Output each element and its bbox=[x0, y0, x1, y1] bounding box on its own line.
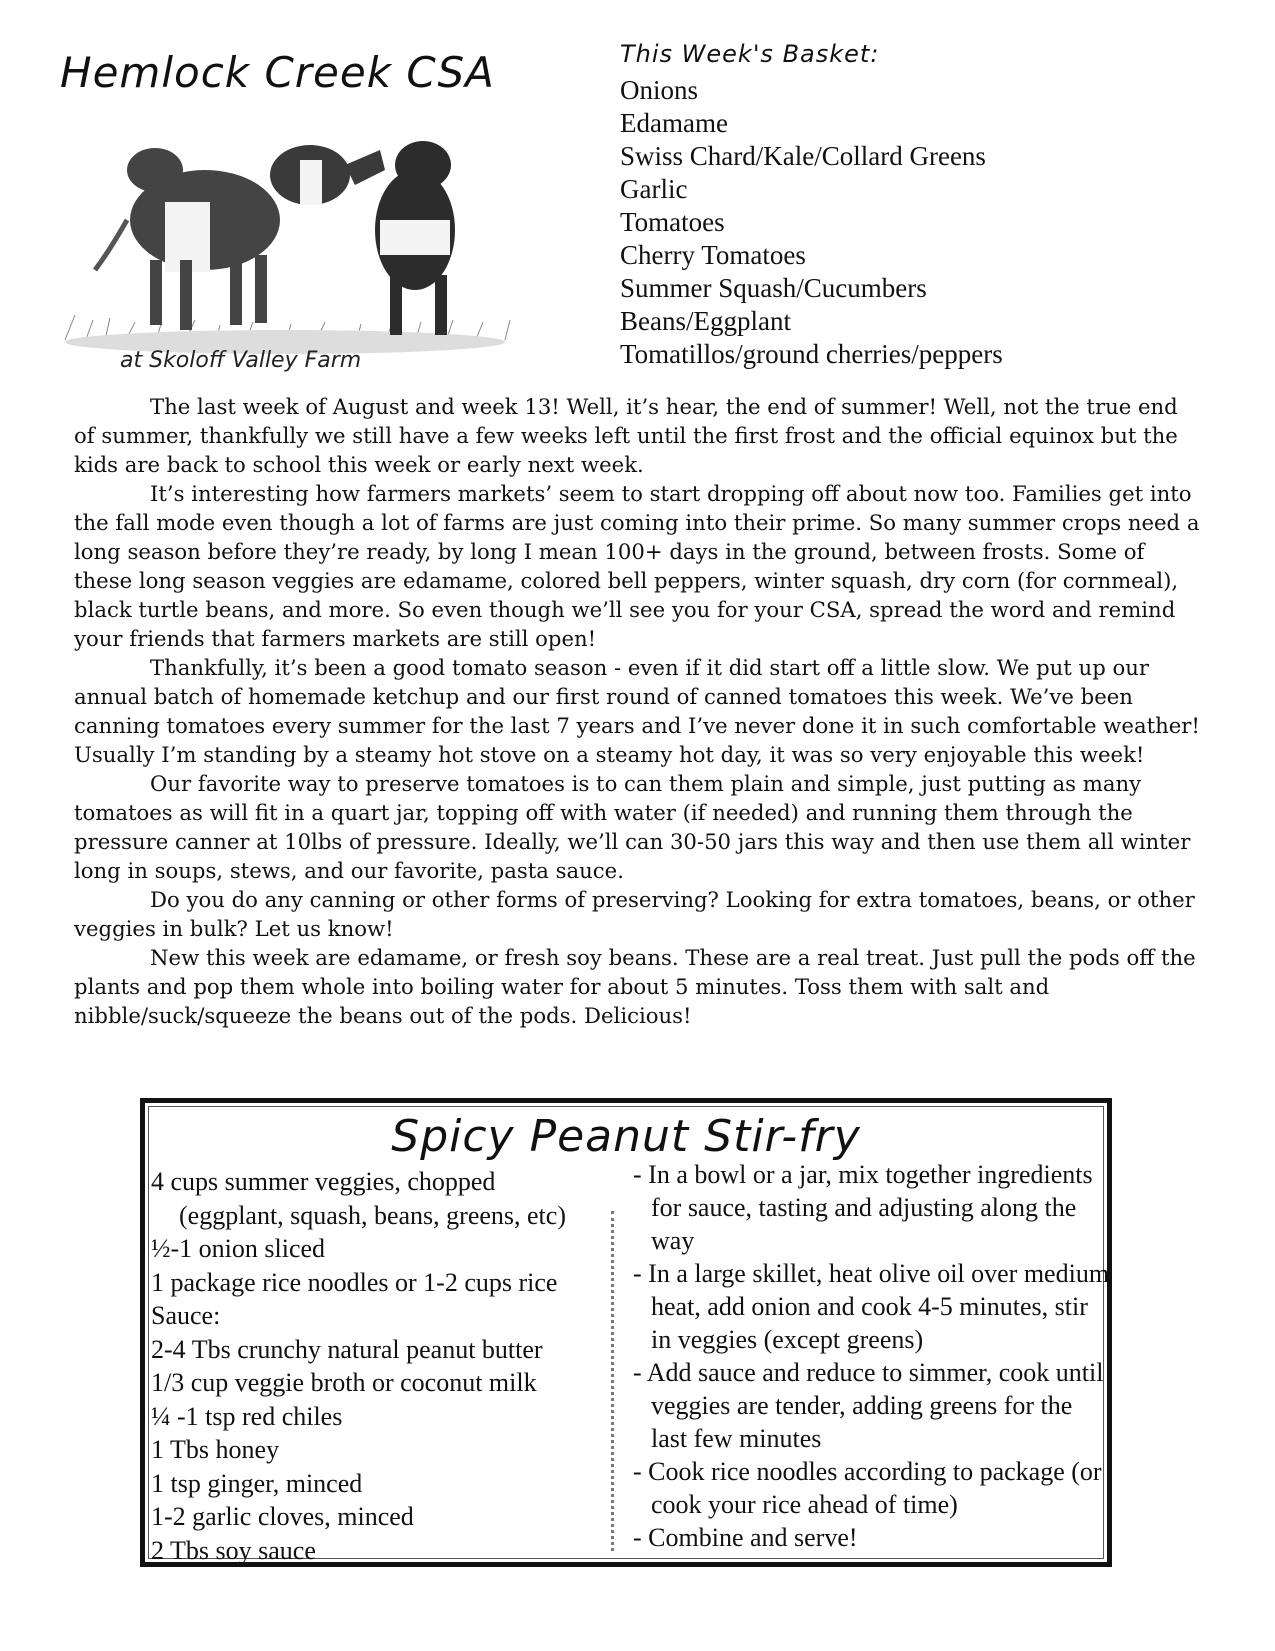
newsletter-body bbox=[74, 392, 1204, 1030]
instruction-step: - In a bowl or a jar, mix together ingredients for sauce, tasting and adjusting along the way bbox=[633, 1160, 1093, 1255]
recipe-title: Spicy Peanut Stir-fry bbox=[391, 1111, 861, 1162]
ingredient-item: Sauce: bbox=[151, 1301, 221, 1330]
ingredient-item: 4 cups summer veggies, chopped bbox=[151, 1167, 496, 1196]
body-paragraph: The last week of August and week 13! Well, it’s hear, the end of summer! Well, not the true end of summer, thankfully we still have a few weeks left until the first frost and the official equinox but the kids are back to school this week or early next week. bbox=[74, 394, 1178, 477]
basket-item: Swiss Chard/Kale/Collard Greens bbox=[620, 141, 986, 171]
body-paragraph: New this week are edamame, or fresh soy beans. These are a real treat. Just pull the pods off the plants and pop them whole into boiling water for about 5 minutes. Toss them with salt and nibble/suck/squeeze the beans out of the pods. Delicious! bbox=[74, 945, 1196, 1028]
body-paragraph: Thankfully, it’s been a good tomato season - even if it did start off a little slow. We put up our annual batch of homemade ketchup and our first round of canned tomatoes this week. We’ve been canning tomatoes every summer for the last 7 years and I’ve never done it in such comfortable weather! Usually I’m standing by a steamy hot stove on a steamy hot day, it was so very enjoyable this week! bbox=[74, 655, 1200, 767]
newsletter-title: Hemlock Creek CSA bbox=[60, 48, 495, 97]
body-paragraph: Our favorite way to preserve tomatoes is to can them plain and simple, just putting as many tomatoes as will fit in a quart jar, topping off with water (if needed) and running them through the pressure canner at 10lbs of pressure. Ideally, we’ll can 30-50 jars this way and then use them all winter long in soups, stews, and our favorite, pasta sauce. bbox=[74, 771, 1191, 883]
ingredient-item: 1 Tbs honey bbox=[151, 1435, 280, 1464]
ingredient-item: (eggplant, squash, beans, greens, etc) bbox=[179, 1200, 566, 1230]
ingredient-list bbox=[151, 1165, 611, 1567]
ingredient-item: 1 tsp ginger, minced bbox=[151, 1468, 363, 1498]
ingredient-item: ½-1 onion sliced bbox=[151, 1234, 326, 1263]
body-paragraph: It’s interesting how farmers markets’ seem to start dropping off about now too. Families get into the fall mode even though a lot of farms are just coming into their prime. So many summer crops need a long season before they’re ready, by long I mean 100+ days in the ground, between frosts. Some of these long season veggies are edamame, colored bell peppers, winter squash, dry corn (for cornmeal), black turtle beans, and more. So even though we’ll see you for your CSA, spread the word and remind your friends that farmers markets are still open! bbox=[74, 481, 1200, 651]
instruction-step: - Combine and serve! bbox=[633, 1523, 858, 1552]
ingredient-item: 1 package rice noodles or 1-2 cups rice bbox=[151, 1267, 558, 1297]
recipe-box bbox=[140, 1098, 1112, 1567]
ingredient-item: 2 Tbs soy sauce bbox=[151, 1535, 316, 1565]
basket-item: Summer Squash/Cucumbers bbox=[620, 273, 927, 303]
basket-item: Beans/Eggplant bbox=[620, 306, 791, 336]
column-divider bbox=[611, 1211, 614, 1551]
newsletter-subtitle: at Skoloff Valley Farm bbox=[120, 348, 362, 373]
basket-list bbox=[620, 74, 1240, 371]
basket-item: Edamame bbox=[620, 108, 728, 138]
basket-item: Tomatoes bbox=[620, 207, 725, 237]
instruction-list bbox=[633, 1158, 1113, 1554]
instruction-step: - Add sauce and reduce to simmer, cook until veggies are tender, adding greens for the last few minutes bbox=[633, 1358, 1104, 1453]
ingredient-item: 2-4 Tbs crunchy natural peanut butter bbox=[151, 1334, 543, 1364]
instruction-step: - In a large skillet, heat olive oil over medium heat, add onion and cook 4-5 minutes, stir in veggies (except greens) bbox=[633, 1259, 1110, 1354]
basket-heading: This Week's Basket: bbox=[620, 40, 880, 68]
cow-middle bbox=[270, 145, 385, 205]
ingredient-item: 1/3 cup veggie broth or coconut milk bbox=[151, 1368, 537, 1397]
basket-item: Cherry Tomatoes bbox=[620, 240, 806, 270]
weekly-basket bbox=[620, 40, 1240, 371]
cows-illustration bbox=[55, 110, 525, 360]
instruction-step: - Cook rice noodles according to package (or cook your rice ahead of time) bbox=[633, 1457, 1102, 1519]
basket-item: Onions bbox=[620, 75, 699, 105]
basket-item: Tomatillos/ground cherries/peppers bbox=[620, 339, 1003, 369]
ingredient-item: ¼ -1 tsp red chiles bbox=[151, 1401, 343, 1431]
body-paragraph: Do you do any canning or other forms of preserving? Looking for extra tomatoes, beans, or other veggies in bulk? Let us know! bbox=[74, 887, 1195, 941]
cow-left bbox=[95, 148, 280, 330]
cow-right bbox=[375, 141, 455, 335]
ingredient-item: 1-2 garlic cloves, minced bbox=[151, 1502, 414, 1531]
basket-item: Garlic bbox=[620, 174, 688, 204]
